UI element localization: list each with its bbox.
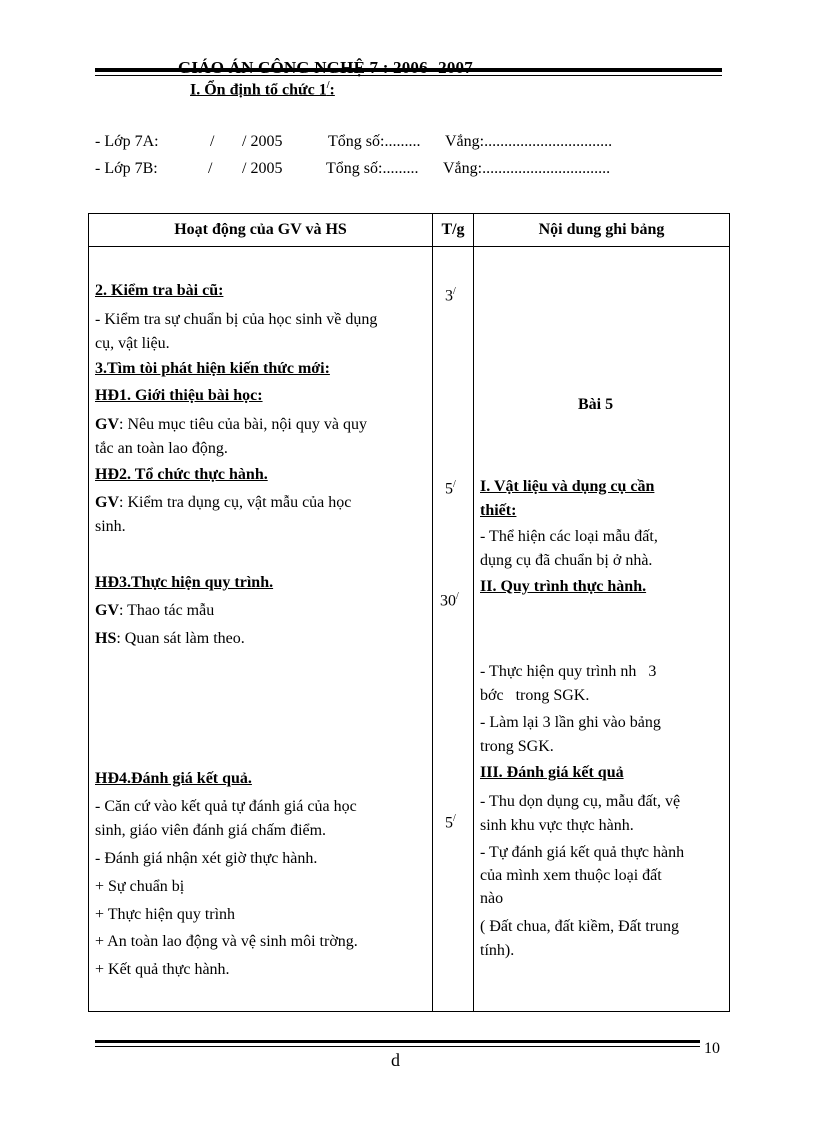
hd2-text: GV: Kiểm tra dụng cụ, vật mẫu của học bbox=[95, 494, 352, 511]
hd4-title: HĐ4.Đánh giá kết quả. bbox=[95, 770, 252, 787]
evaluation-text: - Thu dọn dụng cụ, mẫu đất, vệ bbox=[480, 793, 681, 810]
hd1-text: tắc an toàn lao động. bbox=[95, 440, 228, 457]
header-time: T/g bbox=[433, 214, 474, 247]
header-content: Nội dung ghi bảng bbox=[474, 214, 730, 247]
date-separator: / bbox=[210, 133, 215, 150]
hd4-text: + Sự chuẩn bị bbox=[95, 878, 185, 895]
total-count: Tổng số:......... bbox=[326, 160, 419, 177]
hd1-text: GV: Nêu mục tiêu của bài, nội quy và quy bbox=[95, 416, 367, 433]
footer-letter: d bbox=[391, 1050, 400, 1070]
evaluation-text: tính). bbox=[480, 942, 515, 959]
footer-rule-thick bbox=[95, 1040, 700, 1043]
kiemtra-text: - Kiểm tra sự chuẩn bị của học sinh về dụng bbox=[95, 311, 378, 328]
procedure-text: trong SGK. bbox=[480, 738, 554, 755]
date-year: / 2005 bbox=[242, 133, 283, 150]
date-separator: / bbox=[208, 160, 213, 177]
section-1-title: I. Ổn định tổ chức 1/: bbox=[190, 80, 335, 99]
table-row bbox=[89, 247, 730, 1012]
hd4-text: - Căn cứ vào kết quả tự đánh giá của học bbox=[95, 798, 357, 815]
header-rule-thin bbox=[95, 75, 722, 76]
total-count: Tổng số:......... bbox=[328, 133, 421, 150]
procedure-text: - Thực hiện quy trình nh 3 bbox=[480, 663, 657, 680]
evaluation-text: sinh khu vực thực hành. bbox=[480, 817, 634, 834]
procedure-title: II. Quy trình thực hành. bbox=[480, 578, 647, 595]
evaluation-text: nào bbox=[480, 890, 504, 907]
page-number: 10 bbox=[704, 1040, 720, 1057]
lesson-label: Bài 5 bbox=[578, 396, 614, 413]
activity-cell bbox=[89, 247, 433, 1012]
table-header-row bbox=[89, 214, 730, 247]
absent-count: Vắng:................................ bbox=[443, 160, 611, 177]
procedure-text: bớc trong SGK. bbox=[480, 687, 590, 704]
header-rule-thick bbox=[95, 68, 722, 72]
hd4-text: + An toàn lao động và vệ sinh môi trờng. bbox=[95, 933, 358, 950]
lesson-table bbox=[88, 213, 730, 1012]
hd4-text: + Thực hiện quy trình bbox=[95, 906, 236, 923]
hd4-text: - Đánh giá nhận xét giờ thực hành. bbox=[95, 850, 318, 867]
class-label: - Lớp 7A: bbox=[95, 133, 159, 150]
time-value: 5/ bbox=[445, 479, 456, 498]
evaluation-text: ( Đất chua, đất kiềm, Đất trung bbox=[480, 918, 680, 935]
hd1-title: HĐ1. Giới thiệu bài học: bbox=[95, 387, 263, 404]
materials-text: - Thể hiện các loại mẫu đất, bbox=[480, 528, 658, 545]
materials-title: I. Vật liệu và dụng cụ cần bbox=[480, 478, 655, 495]
time-value: 3/ bbox=[445, 286, 456, 305]
time-value: 5/ bbox=[445, 813, 456, 832]
hd4-text: sinh, giáo viên đánh giá chấm điểm. bbox=[95, 822, 327, 839]
footer-rule-thin bbox=[95, 1046, 700, 1047]
class-label: - Lớp 7B: bbox=[95, 160, 158, 177]
header-activity: Hoạt động của GV và HS bbox=[89, 214, 433, 247]
date-year: / 2005 bbox=[242, 160, 283, 177]
time-cell bbox=[433, 247, 474, 1012]
evaluation-text: - Tự đánh giá kết quả thực hành bbox=[480, 844, 685, 861]
timtoi-title: 3.Tìm tòi phát hiện kiến thức mới: bbox=[95, 360, 330, 377]
procedure-text: - Làm lại 3 lần ghi vào bảng bbox=[480, 714, 661, 731]
hd3-title: HĐ3.Thực hiện quy trình. bbox=[95, 574, 274, 591]
hd3-gv-text: GV: Thao tác mẫu bbox=[95, 602, 215, 619]
hd3-hs-text: HS: Quan sát làm theo. bbox=[95, 630, 245, 647]
evaluation-title: III. Đánh giá kết quả bbox=[480, 764, 624, 781]
hd2-text: sinh. bbox=[95, 518, 126, 535]
kiemtra-title: 2. Kiểm tra bài cũ: bbox=[95, 282, 224, 299]
hd4-text: + Kết quả thực hành. bbox=[95, 961, 230, 978]
kiemtra-text: cụ, vật liệu. bbox=[95, 335, 170, 352]
hd2-title: HĐ2. Tổ chức thực hành. bbox=[95, 466, 268, 483]
time-value: 30/ bbox=[440, 591, 459, 610]
evaluation-text: của mình xem thuộc loại đất bbox=[480, 867, 662, 884]
content-cell bbox=[474, 247, 730, 1012]
materials-text: dụng cụ đã chuẩn bị ở nhà. bbox=[480, 552, 653, 569]
materials-title: thiết: bbox=[480, 502, 517, 519]
absent-count: Vắng:................................ bbox=[445, 133, 613, 150]
